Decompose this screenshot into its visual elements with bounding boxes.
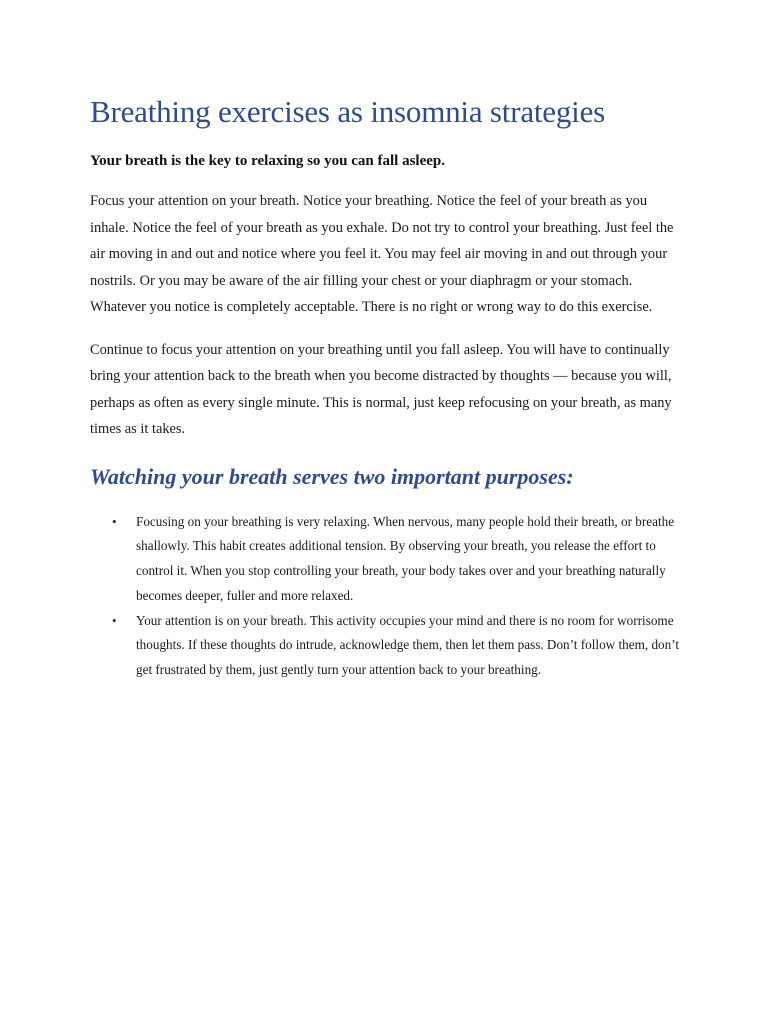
paragraph-continue-focus: Continue to focus your attention on your breathing until you fall asleep. You will have to continually bring your attention back to the breath when you become distracted by thoughts — because you will, perhaps as often as every single minute. This is normal, just keep refocusing on your breath, as many times as it takes. (90, 341, 672, 437)
bullet-icon: • (112, 612, 117, 628)
bullet-icon: • (112, 513, 117, 529)
section-heading: Watching your breath serves two important purposes: (90, 463, 574, 489)
purposes-list (90, 510, 682, 684)
document-page (90, 92, 682, 683)
paragraph-focus-attention: Focus your attention on your breath. Notice your breathing. Notice the feel of your breath as you inhale. Notice the feel of your breath as you exhale. Do not try to control your breathing. Just feel the air moving in and out and notice where you feel it. You may feel air moving in and out through your nostrils. Or you may be aware of the air filling your chest or your diaphragm or your stomach. Whatever you notice is completely acceptable. There is no right or wrong way to do this exercise. (90, 193, 674, 315)
list-item (90, 510, 682, 609)
document-title: Breathing exercises as insomnia strategies (90, 94, 605, 129)
list-item (90, 609, 682, 683)
list-item-text: Your attention is on your breath. This activity occupies your mind and there is no room for worrisome thoughts. If these thoughts do intrude, acknowledge them, then let them pass. Don’t follow them, don’t get frustrated by them, just gently turn your attention back to your breathing. (136, 612, 680, 678)
document-subtitle: Your breath is the key to relaxing so you can fall asleep. (90, 153, 446, 169)
list-item-text: Focusing on your breathing is very relaxing. When nervous, many people hold their breath, or breathe shallowly. This habit creates additional tension. By observing your breath, you release the effort to control it. When you stop controlling your breath, your body takes over and your breathing naturally becomes deeper, fuller and more relaxed. (136, 513, 675, 603)
